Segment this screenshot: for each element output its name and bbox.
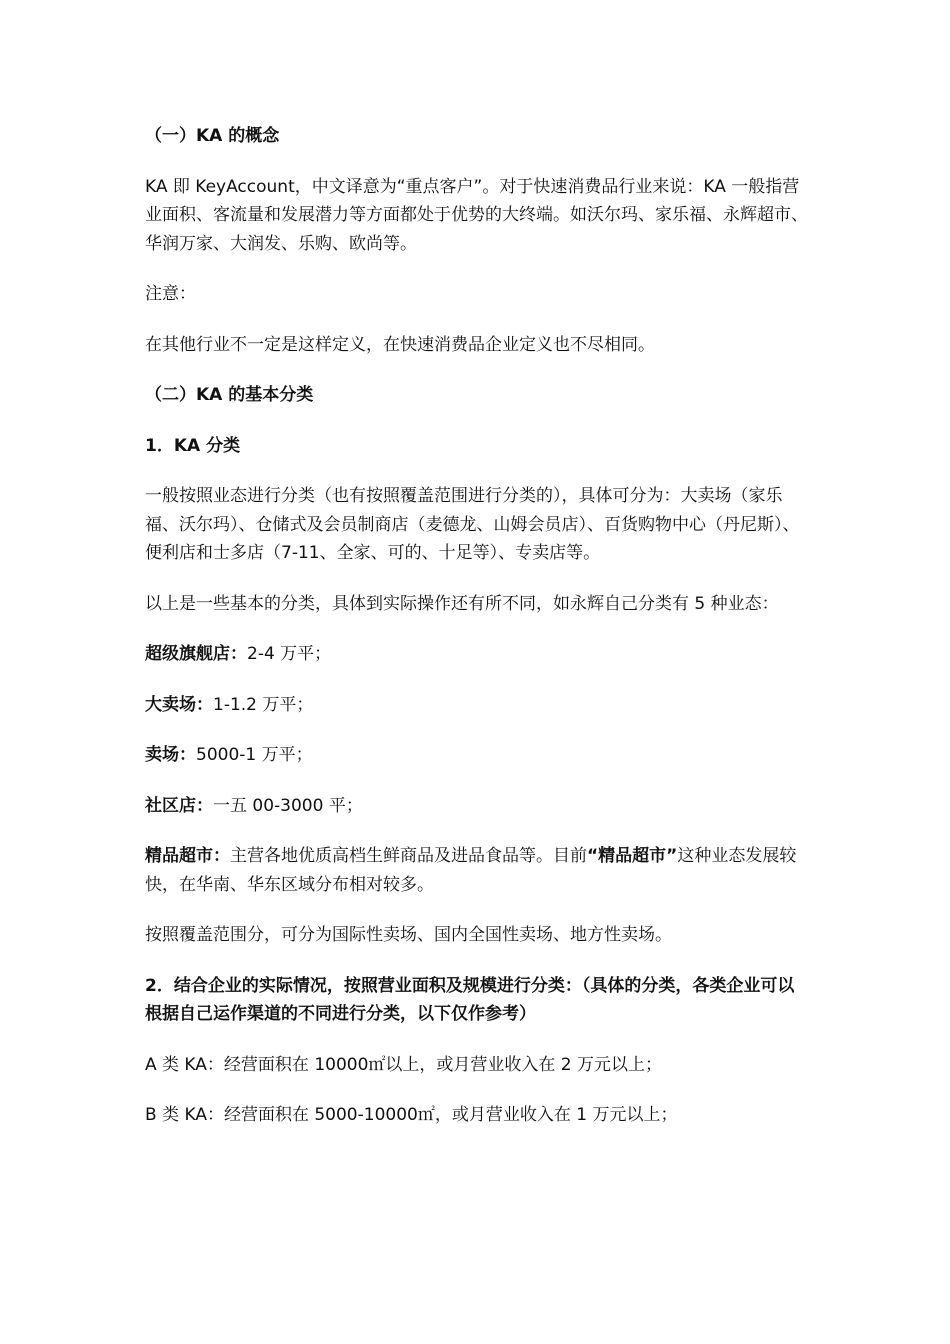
section-heading-concept: （一）KA 的概念 bbox=[145, 126, 280, 146]
paragraph-ka-definition: KA 即 KeyAccount，中文译意为“重点客户”。对于快速消费品行业来说：KA 一般指营业面积、客流量和发展潜力等方面都处于优势的大终端。如沃尔玛、家乐福、永辉超市、华润万家、大润发、乐购、欧尚等。 bbox=[145, 176, 808, 254]
list-item-label: 大卖场： bbox=[145, 694, 213, 715]
list-item-hypermarket bbox=[145, 691, 810, 720]
list-item-label: 社区店： bbox=[145, 795, 213, 816]
subheading-area-scale: 2．结合企业的实际情况，按照营业面积及规模进行分类：（具体的分类，各类企业可以根据自己运作渠道的不同进行分类，以下仅作参考） bbox=[145, 975, 795, 1024]
list-item-text: 5000-1 万平； bbox=[196, 745, 313, 765]
list-item-community bbox=[145, 792, 810, 821]
subheading-ka-classification: 1．KA 分类 bbox=[145, 435, 241, 456]
list-item-text: 一五 00-3000 平； bbox=[213, 795, 363, 816]
paragraph-yonghui-formats: 以上是一些基本的分类，具体到实际操作还有所不同，如永辉自己分类有 5 种业态： bbox=[145, 593, 779, 614]
note-text: 在其他行业不一定是这样定义，在快速消费品企业定义也不尽相同。 bbox=[145, 334, 655, 355]
list-item-text: 1-1.2 万平； bbox=[213, 694, 314, 715]
class-b-ka: B 类 KA：经营面积在 5000-10000㎡，或月营业收入在 1 万元以上； bbox=[145, 1105, 678, 1125]
boutique-emphasis: “精品超市” bbox=[587, 846, 678, 866]
boutique-text-2: 这种业态发展较快，在华南、华东区域分布相对较多。 bbox=[145, 846, 797, 895]
section-heading-classification: （二）KA 的基本分类 bbox=[145, 385, 314, 405]
paragraph-format-classification: 一般按照业态进行分类（也有按照覆盖范围进行分类的），具体可分为：大卖场（家乐福、沃尔玛）、仓储式及会员制商店（麦德龙、山姆会员店）、百货购物中心（丹尼斯）、便利店和士多店（7-11、全家、可的、十足等）、专卖店等。 bbox=[145, 486, 800, 563]
class-a-ka: A 类 KA：经营面积在 10000㎡以上，或月营业收入在 2 万元以上； bbox=[145, 1054, 663, 1075]
list-item-store bbox=[145, 741, 810, 770]
paragraph-coverage: 按照覆盖范围分，可分为国际性卖场、国内全国性卖场、地方性卖场。 bbox=[145, 925, 672, 945]
boutique-label: 精品超市： bbox=[145, 846, 230, 866]
list-item-label: 卖场： bbox=[145, 745, 196, 765]
list-item-boutique bbox=[145, 842, 810, 899]
boutique-text-1: 主营各地优质高档生鲜商品及进品食品等。目前 bbox=[230, 846, 587, 866]
list-item-text: 2-4 万平； bbox=[247, 644, 332, 664]
note-label: 注意： bbox=[145, 284, 196, 304]
document-body bbox=[145, 122, 810, 1130]
list-item-label: 超级旗舰店： bbox=[145, 644, 247, 664]
list-item-flagship bbox=[145, 640, 810, 669]
